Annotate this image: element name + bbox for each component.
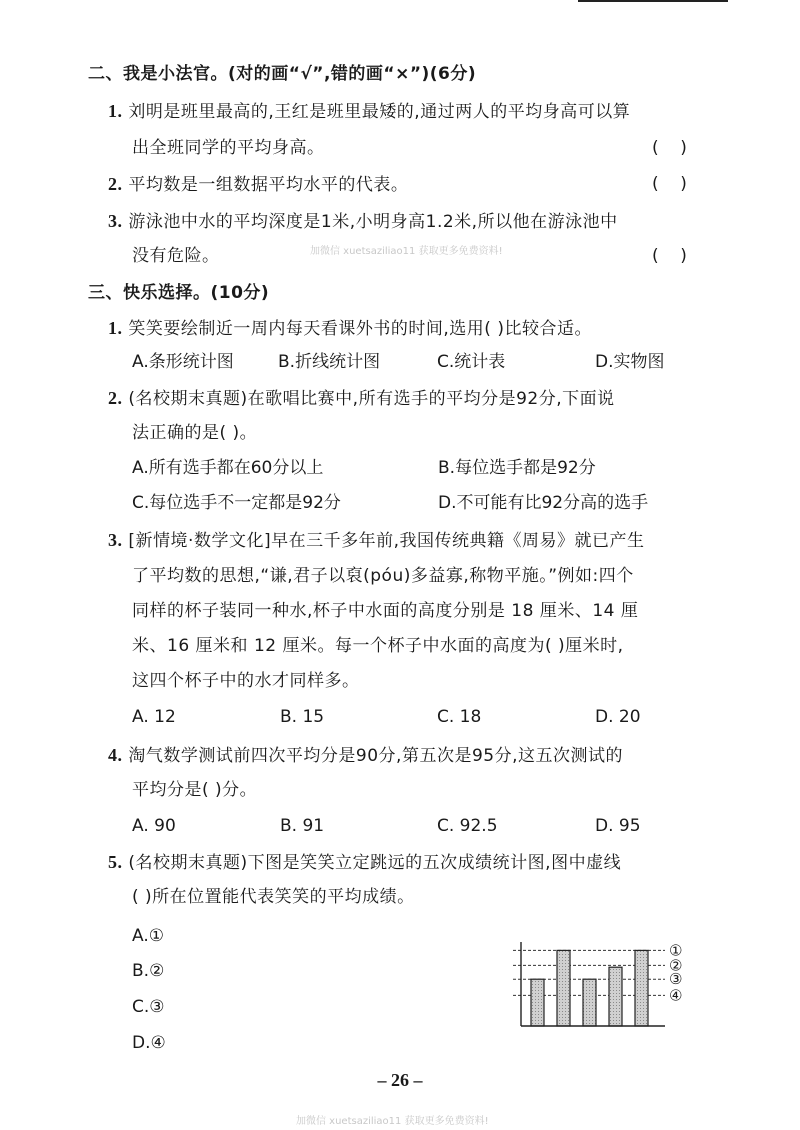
s3-q3-option-d[interactable]: D. 20 (595, 707, 641, 727)
s3-q3-line5: 这四个杯子中的水才同样多。 (132, 671, 360, 691)
chart-dashed-line-label-3: ③ (669, 970, 683, 989)
s3-q1-option-c[interactable]: C.统计表 (437, 352, 506, 372)
chart-bar-2 (557, 950, 570, 1026)
s3-q1-text: 笑笑要绘制近一周内每天看课外书的时间,选用( )比较合适。 (128, 319, 592, 339)
s2-q3-line1 (108, 209, 618, 234)
s2-q1-line1 (108, 99, 630, 124)
long-jump-bar-chart (505, 936, 695, 1036)
s3-q3-line3: 同样的杯子装同一种水,杯子中水面的高度分别是 18 厘米、14 厘 (132, 601, 639, 621)
s3-q4-number: 4. (108, 745, 123, 765)
s3-q2-number: 2. (108, 388, 123, 408)
s3-q5-number: 5. (108, 852, 123, 872)
section3-title: 三、快乐选择。(10分) (88, 283, 270, 303)
s3-q3-text: [新情境·数学文化]早在三千多年前,我国传统典籍《周易》就已产生 (128, 531, 645, 551)
s3-q2-option-a[interactable]: A.所有选手都在60分以上 (132, 458, 324, 478)
s3-q4-option-c[interactable]: C. 92.5 (437, 816, 498, 836)
s2-q1-number: 1. (108, 101, 123, 121)
chart-dashed-line-label-2: ② (669, 956, 683, 975)
s3-q1-option-a[interactable]: A.条形统计图 (132, 352, 234, 372)
s3-q1-option-b[interactable]: B.折线统计图 (278, 352, 381, 372)
s2-q2-line1 (108, 172, 408, 197)
s3-q4-text: 淘气数学测试前四次平均分是90分,第五次是95分,这五次测试的 (128, 746, 623, 766)
chart-bar-1 (531, 979, 544, 1026)
s2-q2-number: 2. (108, 174, 123, 194)
s3-q5-line2: ( )所在位置能代表笑笑的平均成绩。 (132, 887, 415, 907)
page-number: – 26 – (377, 1070, 423, 1090)
watermark-middle: 加微信 xuetsaziliao11 获取更多免费资料! (310, 246, 503, 257)
s3-q2-line2: 法正确的是( )。 (132, 423, 258, 443)
s3-q3-number: 3. (108, 530, 123, 550)
chart-dashed-line-label-4: ④ (669, 986, 683, 1005)
s3-q2-option-d[interactable]: D.不可能有比92分高的选手 (438, 493, 649, 513)
s3-q5-option-a[interactable]: A.① (132, 926, 164, 946)
s3-q3-option-c[interactable]: C. 18 (437, 707, 482, 727)
s3-q2-line1 (108, 386, 615, 411)
s3-q3-option-b[interactable]: B. 15 (280, 707, 325, 727)
s3-q5-line1 (108, 850, 621, 875)
s2-q1-answer-blank[interactable]: ( ) (652, 138, 687, 158)
s3-q4-line1 (108, 743, 623, 768)
top-rule (578, 0, 728, 2)
section2-title: 二、我是小法官。(对的画“√”,错的画“×”)(6分) (88, 64, 477, 84)
chart-bar-4 (609, 967, 622, 1026)
s3-q4-option-b[interactable]: B. 91 (280, 816, 325, 836)
s2-q2-text: 平均数是一组数据平均水平的代表。 (128, 175, 409, 195)
s3-q3-option-a[interactable]: A. 12 (132, 707, 176, 727)
s2-q3-line2: 没有危险。 (132, 246, 220, 266)
s3-q5-option-b[interactable]: B.② (132, 961, 165, 981)
s2-q1-line2: 出全班同学的平均身高。 (132, 138, 325, 158)
s3-q1-line1 (108, 316, 592, 341)
s3-q4-option-d[interactable]: D. 95 (595, 816, 641, 836)
s3-q1-number: 1. (108, 318, 123, 338)
s3-q2-text: (名校期末真题)在歌唱比赛中,所有选手的平均分是92分,下面说 (128, 389, 615, 409)
s3-q3-line1 (108, 528, 644, 553)
s3-q5-option-d[interactable]: D.④ (132, 1033, 166, 1053)
s3-q4-line2: 平均分是( )分。 (132, 780, 258, 800)
s2-q3-text: 游泳池中水的平均深度是1米,小明身高1.2米,所以他在游泳池中 (128, 212, 618, 232)
s3-q5-option-c[interactable]: C.③ (132, 997, 165, 1017)
s3-q4-option-a[interactable]: A. 90 (132, 816, 176, 836)
watermark-bottom: 加微信 xuetsaziliao11 获取更多免费资料! (296, 1116, 489, 1127)
s3-q2-option-b[interactable]: B.每位选手都是92分 (438, 458, 596, 478)
s2-q2-answer-blank[interactable]: ( ) (652, 174, 687, 194)
s3-q2-option-c[interactable]: C.每位选手不一定都是92分 (132, 493, 341, 513)
s2-q3-number: 3. (108, 211, 123, 231)
s3-q3-line2: 了平均数的思想,“谦,君子以裒(póu)多益寡,称物平施。”例如:四个 (132, 566, 634, 586)
s3-q5-text: (名校期末真题)下图是笑笑立定跳远的五次成绩统计图,图中虚线 (128, 853, 622, 873)
s2-q3-answer-blank[interactable]: ( ) (652, 246, 687, 266)
s3-q1-option-d[interactable]: D.实物图 (595, 352, 665, 372)
s3-q3-line4: 米、16 厘米和 12 厘米。每一个杯子中水面的高度为( )厘米时, (132, 636, 624, 656)
chart-bar-5 (635, 950, 648, 1026)
s2-q1-text: 刘明是班里最高的,王红是班里最矮的,通过两人的平均身高可以算 (128, 102, 631, 122)
chart-bar-3 (583, 979, 596, 1026)
chart-dashed-line-label-1: ① (669, 941, 683, 960)
